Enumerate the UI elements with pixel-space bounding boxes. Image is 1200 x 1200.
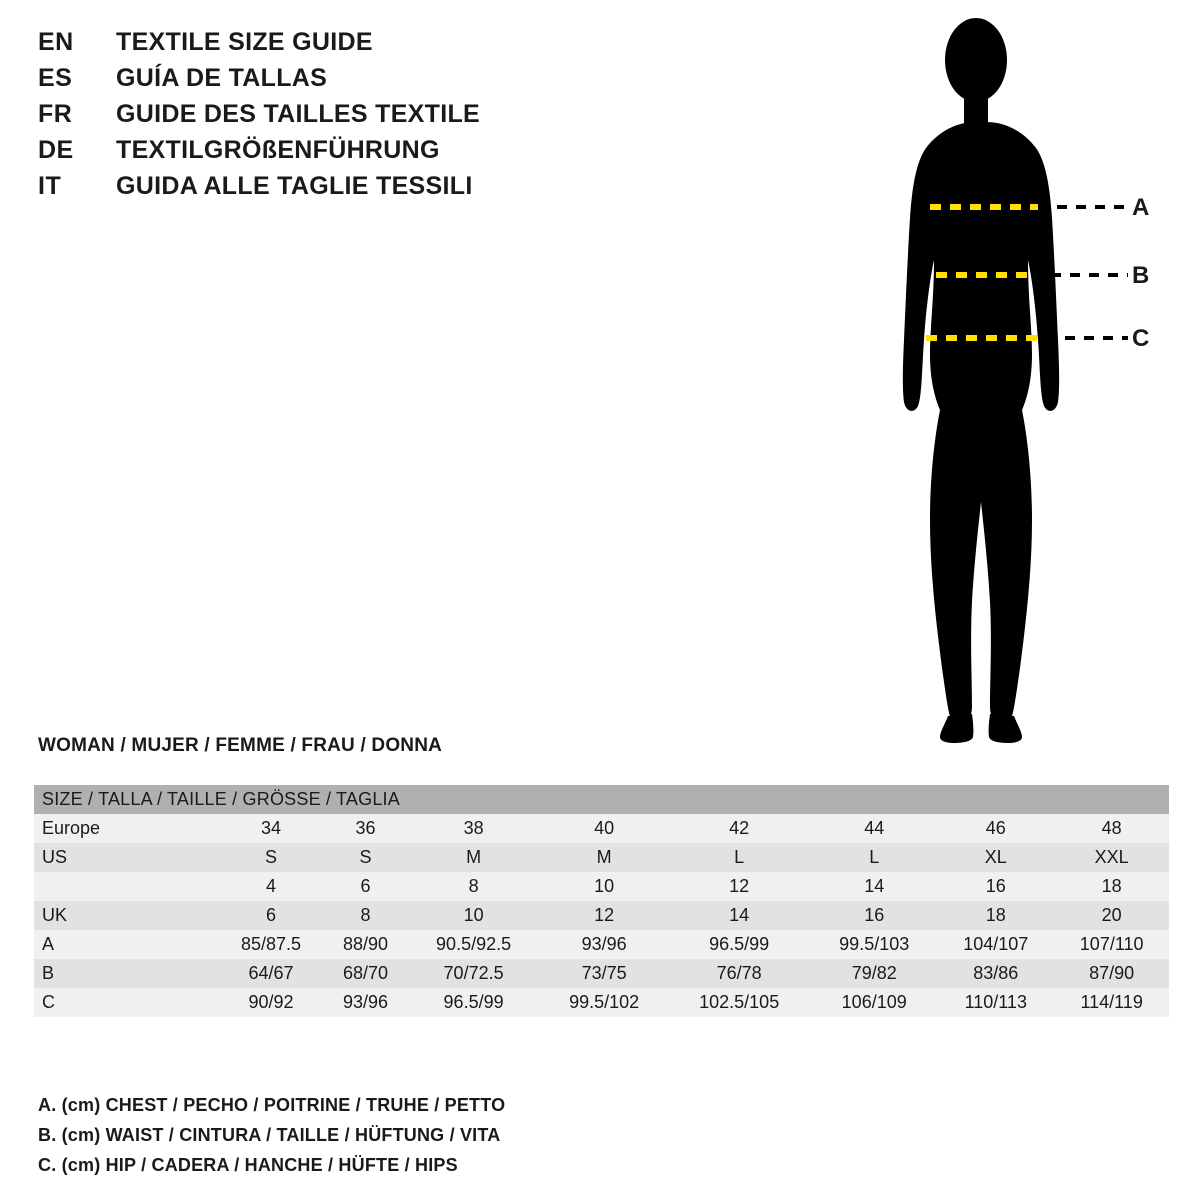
title-lang-it: IT (38, 172, 62, 200)
cell: 79/82 (851, 963, 897, 983)
table-header-label: SIZE / TALLA / TAILLE / GRÖSSE / TAGLIA (42, 789, 400, 809)
cell: 18 (985, 905, 1006, 925)
female-silhouette-icon (860, 10, 1190, 750)
cell: 107/110 (1079, 934, 1144, 954)
title-row-fr (38, 100, 598, 136)
cell: L (734, 847, 745, 867)
cell: 8 (360, 905, 371, 925)
row-label: B (42, 963, 55, 983)
cell: M (596, 847, 612, 867)
cell: 4 (266, 876, 277, 896)
title-lang-fr: FR (38, 100, 73, 128)
title-text-es: GUÍA DE TALLAS (116, 64, 328, 92)
cell: 70/72.5 (443, 963, 504, 983)
title-lang-es: ES (38, 64, 73, 92)
cell: 36 (355, 818, 376, 838)
row-label: US (42, 847, 68, 867)
title-row-it (38, 172, 598, 208)
table-row (34, 814, 1169, 843)
cell: 14 (864, 876, 885, 896)
cell: 106/109 (841, 992, 907, 1012)
cell: 76/78 (716, 963, 762, 983)
cell: 34 (261, 818, 282, 838)
table-header-row (34, 785, 1169, 814)
cell: 90/92 (248, 992, 294, 1012)
cell: 12 (594, 905, 615, 925)
cell: 18 (1101, 876, 1122, 896)
cell: 87/90 (1089, 963, 1135, 983)
cell: 10 (463, 905, 484, 925)
row-label (34, 872, 217, 901)
cell: S (265, 847, 278, 867)
cell: 85/87.5 (240, 934, 302, 954)
title-row-en (38, 28, 598, 64)
cell: 102.5/105 (699, 992, 780, 1012)
title-text-it: GUIDA ALLE TAGLIE TESSILI (116, 172, 473, 200)
cell: XXL (1094, 847, 1129, 867)
cell: 38 (463, 818, 484, 838)
cell: L (869, 847, 880, 867)
title-text-fr: GUIDE DES TAILLES TEXTILE (116, 100, 481, 128)
row-label: Europe (42, 818, 101, 838)
marker-label-a: A (1132, 194, 1150, 221)
title-text-de: TEXTILGRÖßENFÜHRUNG (116, 136, 440, 164)
title-row-es (38, 64, 598, 100)
cell: 110/113 (964, 992, 1027, 1012)
cell: 46 (985, 818, 1006, 838)
cell: 16 (864, 905, 885, 925)
title-text-en: TEXTILE SIZE GUIDE (116, 28, 373, 56)
cell: 10 (594, 876, 615, 896)
cell: 68/70 (343, 963, 389, 983)
table-row (34, 872, 1169, 901)
cell: 96.5/99 (443, 992, 504, 1012)
cell: 99.5/102 (569, 992, 640, 1012)
size-table (34, 785, 1169, 1017)
title-lang-en: EN (38, 28, 74, 56)
cell: 88/90 (343, 934, 389, 954)
cell: 40 (594, 818, 615, 838)
cell: 90.5/92.5 (436, 934, 512, 954)
cell: 93/96 (343, 992, 389, 1012)
footnotes (38, 1090, 738, 1180)
cell: 48 (1101, 818, 1122, 838)
cell: 20 (1101, 905, 1122, 925)
cell: 6 (266, 905, 277, 925)
cell: 83/86 (973, 963, 1019, 983)
cell: 99.5/103 (839, 934, 910, 954)
table-row (34, 843, 1169, 872)
cell: XL (984, 847, 1007, 867)
cell: 8 (468, 876, 479, 896)
table-row (34, 930, 1169, 959)
cell: 16 (985, 876, 1006, 896)
title-lang-de: DE (38, 136, 74, 164)
title-block (38, 28, 598, 208)
row-label: C (42, 992, 55, 1012)
footnote-b: B. (cm) WAIST / CINTURA / TAILLE / HÜFTUNG / VITA (38, 1125, 501, 1145)
cell: 73/75 (581, 963, 627, 983)
cell: 12 (729, 876, 750, 896)
table-row (34, 988, 1169, 1017)
marker-label-c: C (1132, 325, 1150, 352)
table-row (34, 901, 1169, 930)
section-label-woman: WOMAN / MUJER / FEMME / FRAU / DONNA (38, 735, 443, 756)
cell: 96.5/99 (709, 934, 770, 954)
body-measurement-figure (860, 10, 1190, 750)
marker-label-b: B (1132, 262, 1150, 289)
row-label: A (42, 934, 55, 954)
title-row-de (38, 136, 598, 172)
cell: 93/96 (581, 934, 627, 954)
cell: M (466, 847, 482, 867)
cell: 64/67 (248, 963, 294, 983)
cell: 44 (864, 818, 885, 838)
footnote-a: A. (cm) CHEST / PECHO / POITRINE / TRUHE / PETTO (38, 1095, 506, 1115)
cell: 114/119 (1080, 992, 1143, 1012)
cell: 6 (360, 876, 371, 896)
cell: S (359, 847, 372, 867)
cell: 14 (729, 905, 750, 925)
table-row (34, 959, 1169, 988)
row-label: UK (42, 905, 68, 925)
cell: 104/107 (963, 934, 1029, 954)
footnote-c: C. (cm) HIP / CADERA / HANCHE / HÜFTE / HIPS (38, 1155, 458, 1175)
cell: 42 (729, 818, 750, 838)
